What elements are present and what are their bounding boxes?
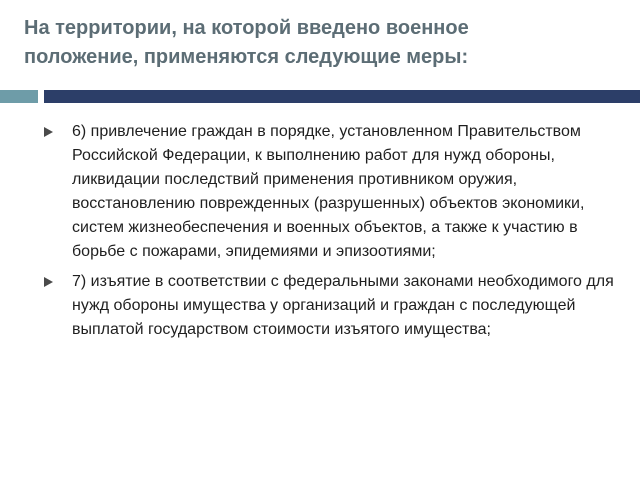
bullet-item-6 — [40, 120, 620, 264]
triangle-bullet-icon — [44, 277, 53, 287]
title-rule-main — [44, 90, 640, 103]
slide-title: На территории, на которой введено военное положение, применяются следующие меры: — [24, 17, 469, 68]
bullet-text: 7) изъятие в соответствии с федеральными законами необходимого для нужд обороны имущества у организаций и граждан с последующей выплатой государством стоимости изъятого имущества; — [72, 273, 614, 338]
bullet-list — [40, 120, 620, 348]
bullet-item-7 — [40, 270, 620, 342]
triangle-bullet-icon — [44, 127, 53, 137]
bullet-text: 6) привлечение граждан в порядке, установленном Правительством Российской Федерации, к выполнению работ для нужд обороны, ликвидации последствий применения противником оружия, восстановлению поврежденных (разрушенных) объектов экономики, систем жизнеобеспечения и военных объектов, а также к участию в борьбе с пожарами, эпидемиями и эпизоотиями; — [72, 123, 585, 260]
title-area — [0, 0, 640, 90]
title-rule-accent — [0, 90, 38, 103]
